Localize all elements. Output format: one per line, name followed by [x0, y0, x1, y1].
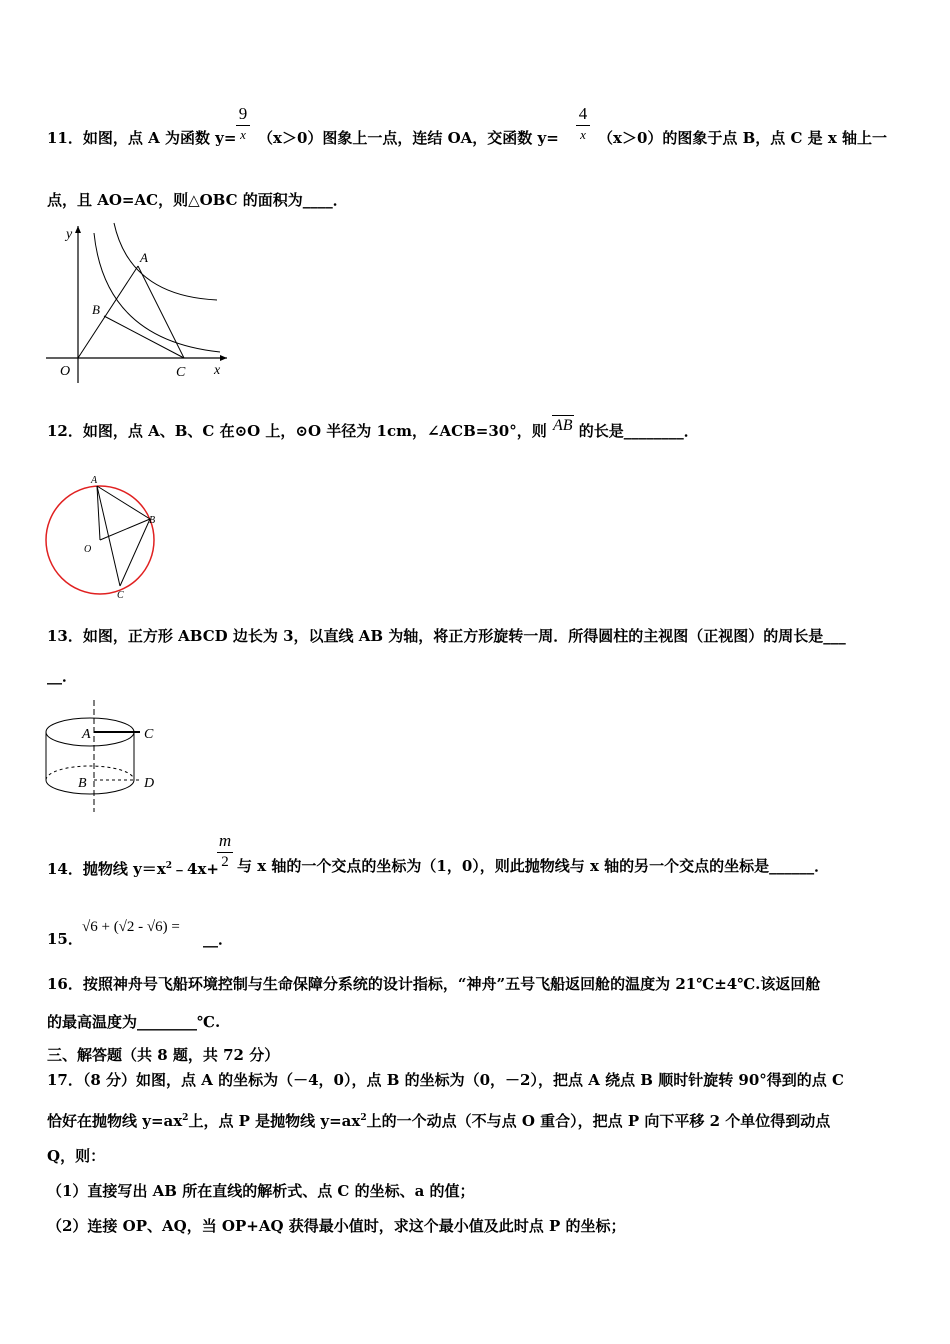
q13-figure: [44, 700, 160, 812]
label-a: A: [91, 475, 98, 486]
q17-text-c: 上的一个动点（不与点 O 重合），把点 P 向下平移 2 个单位得到动点: [366, 1112, 831, 1130]
label-a: A: [140, 250, 148, 265]
q14-superscript: 2: [165, 861, 173, 871]
q12-text-a: 12．如图，点 A、B、C 在⊙O 上，⊙O 半径为 1cm，∠ACB=30°，则: [47, 422, 547, 440]
q11-figure: [42, 218, 232, 383]
q12-text-b: 的长是________．: [578, 422, 699, 440]
q17-sup-2: 2: [360, 1113, 367, 1123]
q11-text-c: （x＞0）的图象于点 B，点 C 是 x 轴上一: [598, 129, 888, 147]
q17-sub2: （2）连接 OP、AQ，当 OP+AQ 获得最小值时，求这个最小值及此时点 P 的坐标；: [47, 1217, 626, 1235]
q17-line2: [47, 1108, 830, 1131]
segment-bc: [104, 316, 184, 358]
segment-oa: [78, 266, 138, 358]
q11-line1: [47, 128, 236, 148]
label-c: C: [144, 727, 154, 742]
bottom-ellipse-front: [46, 780, 134, 794]
label-o: O: [60, 364, 71, 379]
q11-frac2-numerator: 4: [578, 104, 588, 123]
q12-arc-ab: AB: [552, 417, 573, 434]
q11-fraction-1: [236, 104, 250, 143]
label-b: B: [149, 515, 156, 526]
curve-9-over-x: [114, 223, 217, 300]
section-heading: 三、解答题（共 8 题，共 72 分）: [47, 1046, 280, 1064]
label-d: D: [144, 776, 155, 791]
q11-line1-end: [598, 128, 887, 148]
q15-expression: √6 + (√2 - √6) =: [82, 919, 180, 935]
q17-sub1: （1）直接写出 AB 所在直线的解析式、点 C 的坐标、a 的值；: [47, 1182, 475, 1200]
q14-fraction: [217, 831, 233, 871]
label-c: C: [117, 590, 124, 601]
q11-frac1-numerator: 9: [238, 104, 248, 123]
q14-frac-denominator: 2: [221, 854, 229, 870]
segment-bc: [120, 519, 150, 586]
q11-fraction-2: [576, 104, 590, 143]
q11-frac1-denominator: x: [240, 127, 246, 142]
q11-text-b: （x＞0）图象上一点，连结 OA，交函数 y=: [258, 129, 559, 147]
q13-line2: __．: [47, 667, 78, 685]
q17-line1: 17．（8 分）如图，点 A 的坐标为（－4，0），点 B 的坐标为（0，－2），把点 A 绕点 B 顺时针旋转 90°得到的点 C: [47, 1071, 844, 1089]
bottom-ellipse-back: [46, 766, 134, 780]
q15-blank: __．: [203, 930, 234, 948]
segment-ac: [138, 266, 184, 358]
label-x: x: [214, 363, 221, 378]
q11-text-a: 11．如图，点 A 为函数 y=: [47, 129, 237, 147]
q12-figure: [42, 472, 167, 602]
q15-number: 15．: [47, 930, 83, 948]
q14-line-a: [47, 856, 219, 879]
q11-line1-mid: [258, 128, 559, 148]
q14-frac-numerator: m: [218, 831, 232, 850]
segment-ac: [97, 486, 120, 586]
q17-text-b: 上，点 P 是抛物线 y=ax: [188, 1112, 361, 1130]
label-b: B: [92, 302, 100, 317]
label-b: B: [78, 776, 87, 791]
q16-line2: 的最高温度为________℃.: [47, 1013, 221, 1031]
q14-text-a: 14．抛物线 y＝x: [47, 860, 166, 878]
q16-line1: 16．按照神舟号飞船环境控制与生命保障分系统的设计指标，“神舟”五号飞船返回舱的温度为 21℃±4℃.该返回舱: [47, 975, 821, 993]
q14-line-b: 与 x 轴的一个交点的坐标为（1，0），则此抛物线与 x 轴的另一个交点的坐标是______．: [237, 857, 830, 875]
label-a: A: [82, 727, 91, 742]
q13-line1: 13．如图，正方形 ABCD 边长为 3，以直线 AB 为轴，将正方形旋转一周．所得圆柱的主视图（正视图）的周长是___: [47, 627, 846, 645]
q12-line: [47, 417, 699, 442]
q17-line3: Q，则：: [47, 1147, 106, 1165]
curve-4-over-x: [94, 233, 220, 352]
q11-frac2-denominator: x: [580, 127, 586, 142]
q17-text-a: 恰好在抛物线 y=ax: [47, 1112, 183, 1130]
label-o: O: [84, 544, 92, 555]
label-c: C: [176, 365, 186, 380]
q17-sup-1: 2: [182, 1113, 189, 1123]
q11-line2: 点，且 AO=AC，则△OBC 的面积为____．: [47, 191, 348, 209]
q14-text-b: ﹣4x+: [172, 860, 219, 878]
label-y: y: [66, 227, 73, 242]
